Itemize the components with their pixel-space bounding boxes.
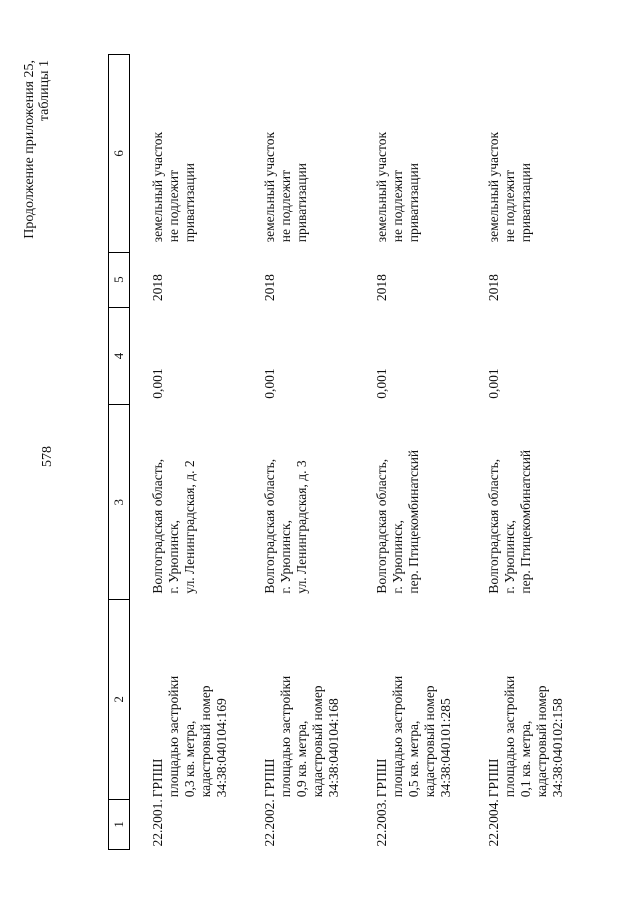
address-line: г. Урюпинск, — [278, 520, 293, 594]
year: 2018 — [150, 274, 165, 302]
row-number: 22.2002. — [262, 799, 277, 847]
continuation-title-line2: таблицы 1 — [37, 60, 52, 122]
address-line: Волгоградская область, — [486, 458, 501, 594]
object-address — [242, 405, 354, 600]
year: 2018 — [486, 274, 501, 302]
status-line: приватизации — [294, 163, 309, 243]
column-number-1: 1 — [109, 799, 130, 849]
description-line: 0,3 кв. метра, — [182, 720, 197, 798]
column-number-4: 4 — [109, 307, 130, 405]
land-area: 0,001 — [262, 368, 277, 399]
object-description — [354, 600, 466, 800]
registry-table — [108, 54, 578, 850]
description-line: ГРПШ — [374, 758, 389, 798]
address-line: г. Урюпинск, — [390, 520, 405, 594]
privatization-status — [466, 55, 578, 253]
status-line: земельный участок — [374, 131, 389, 243]
status-line: приватизации — [518, 163, 533, 243]
description-line: 34:38:040104:168 — [326, 698, 341, 798]
address-line: Волгоградская область, — [262, 458, 277, 594]
description-line: кадастровый номер — [422, 685, 437, 798]
address-line: ул. Ленинградская, д. 3 — [294, 460, 309, 594]
column-number-3: 3 — [109, 405, 130, 600]
description-line: ГРПШ — [150, 758, 165, 798]
address-line: пер. Птицекомбинатский — [518, 449, 533, 594]
table-row — [242, 55, 354, 850]
description-line: площадью застройки — [390, 675, 405, 798]
row-number: 22.2003. — [374, 799, 389, 847]
privatization-status — [130, 55, 243, 253]
row-number: 22.2004. — [486, 799, 501, 847]
object-description — [466, 600, 578, 800]
description-line: площадью застройки — [166, 675, 181, 798]
description-line: площадью застройки — [502, 675, 517, 798]
column-number-5: 5 — [109, 252, 130, 307]
row-number: 22.2001. — [150, 799, 165, 847]
description-line: 34:38:040102:158 — [550, 698, 565, 798]
status-line: земельный участок — [262, 131, 277, 243]
continuation-title — [22, 60, 52, 320]
status-line: не подлежит — [390, 169, 405, 243]
description-line: 34:38:040104:169 — [214, 698, 229, 798]
privatization-status — [242, 55, 354, 253]
column-number-6: 6 — [109, 55, 130, 253]
address-line: г. Урюпинск, — [166, 520, 181, 594]
address-line: г. Урюпинск, — [502, 520, 517, 594]
object-description — [242, 600, 354, 800]
year: 2018 — [374, 274, 389, 302]
column-number-2: 2 — [109, 600, 130, 800]
object-address — [354, 405, 466, 600]
description-line: кадастровый номер — [534, 685, 549, 798]
status-line: не подлежит — [278, 169, 293, 243]
description-line: 0,5 кв. метра, — [406, 720, 421, 798]
description-line: кадастровый номер — [310, 685, 325, 798]
address-line: пер. Птицекомбинатский — [406, 449, 421, 594]
status-line: приватизации — [406, 163, 421, 243]
address-line: ул. Ленинградская, д. 2 — [182, 460, 197, 594]
description-line: 34:38:040101:285 — [438, 698, 453, 798]
status-line: приватизации — [182, 163, 197, 243]
description-line: площадью застройки — [278, 675, 293, 798]
land-area: 0,001 — [486, 368, 501, 399]
address-line: Волгоградская область, — [150, 458, 165, 594]
status-line: не подлежит — [502, 169, 517, 243]
land-area: 0,001 — [150, 368, 165, 399]
status-line: не подлежит — [166, 169, 181, 243]
year: 2018 — [262, 274, 277, 302]
privatization-status — [354, 55, 466, 253]
description-line: ГРПШ — [486, 758, 501, 798]
object-address — [130, 405, 243, 600]
table-row — [466, 55, 578, 850]
object-address — [466, 405, 578, 600]
description-line: кадастровый номер — [198, 685, 213, 798]
status-line: земельный участок — [486, 131, 501, 243]
land-area: 0,001 — [374, 368, 389, 399]
continuation-title-line1: Продолжение приложения 25, — [22, 60, 37, 239]
object-description — [130, 600, 243, 800]
page-number: 578 — [40, 446, 55, 467]
description-line: 0,9 кв. метра, — [294, 720, 309, 798]
address-line: Волгоградская область, — [374, 458, 389, 594]
description-line: 0,1 кв. метра, — [518, 720, 533, 798]
table-row — [130, 55, 243, 850]
table-row — [354, 55, 466, 850]
column-number-header-row — [109, 55, 130, 850]
description-line: ГРПШ — [262, 758, 277, 798]
status-line: земельный участок — [150, 131, 165, 243]
